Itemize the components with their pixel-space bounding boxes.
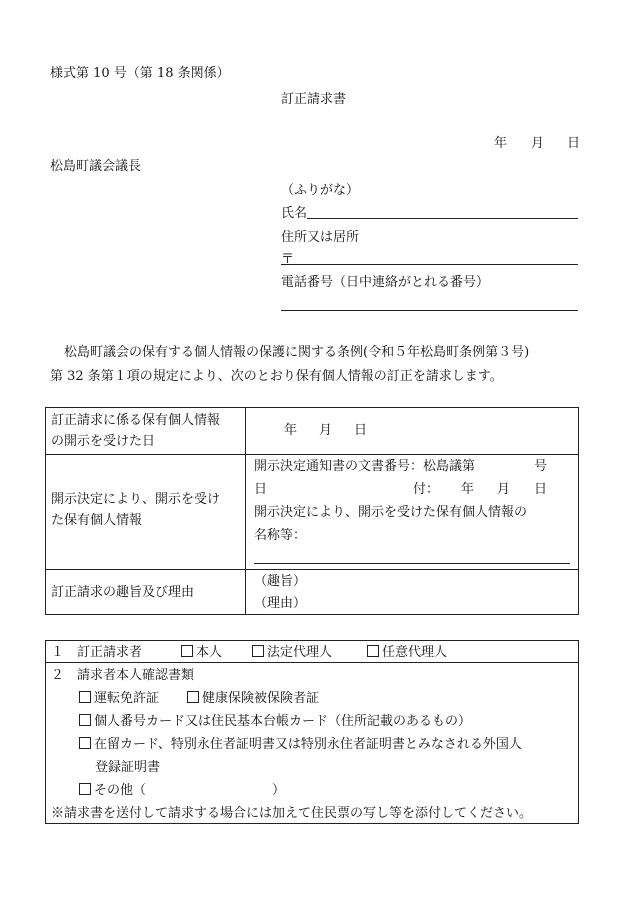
document-title: 訂正請求書: [281, 92, 347, 107]
addressee: 松島町議会議長: [50, 159, 142, 174]
table-column-divider: [245, 407, 246, 615]
doc-other[interactable]: [79, 783, 146, 799]
option-legal-label: 法定代理人: [267, 645, 333, 660]
checkbox-self[interactable]: [181, 645, 193, 657]
row1-day-label: 日: [354, 423, 368, 438]
intro-line-2: 第 32 条第１項の規定により、次のとおり保有個人情報の訂正を請求します。: [50, 369, 503, 384]
date-year-label: 年: [494, 136, 508, 151]
row2-label-line-2: た保有個人情報: [51, 513, 143, 528]
checkbox-legal-representative[interactable]: [252, 645, 264, 657]
postal-mark: 〒: [281, 252, 295, 267]
row1-month-label: 月: [319, 423, 333, 438]
address-label: 住所又は居所: [281, 230, 360, 245]
address-field[interactable]: [281, 264, 578, 265]
doc-other-close-paren: ）: [272, 783, 286, 798]
name-label: 氏名: [281, 206, 308, 221]
row2-go-label: 号: [534, 459, 548, 474]
doc-residence-label-line-2: 登録証明書: [95, 760, 161, 775]
row2-name-line-1: 開示決定により、開示を受けた保有個人情報の: [254, 505, 528, 520]
date-day-label: 日: [567, 136, 581, 151]
checkbox-voluntary-representative[interactable]: [367, 645, 379, 657]
option-legal-representative[interactable]: [252, 645, 332, 661]
row2-label-line-1: 開示決定により、開示を受け: [51, 492, 221, 507]
name-field[interactable]: [307, 218, 578, 219]
mail-submission-note: ※請求書を送付して請求する場合には加えて住民票の写し等を添付してください。: [51, 806, 533, 821]
intro-line-1: 松島町議会の保有する個人情報の保護に関する条例(令和５年松島町条例第３号): [64, 345, 530, 360]
option-self[interactable]: [181, 645, 222, 661]
row3-purpose-label: （趣旨）: [254, 574, 307, 589]
checkbox-health-insurance[interactable]: [187, 691, 199, 703]
checkbox-drivers-license[interactable]: [79, 691, 91, 703]
row2-name-field[interactable]: [254, 563, 570, 564]
row2-day-suffix: 日: [534, 482, 548, 497]
option-voluntary-representative[interactable]: [367, 645, 447, 661]
doc-mynumber-label: 個人番号カード又は住民基本台帳カード（住所記載のあるもの）: [94, 714, 472, 729]
row2-tsuke-label: 付：: [413, 482, 440, 497]
row2-month-label: 月: [497, 482, 511, 497]
row1-year-label: 年: [284, 423, 298, 438]
requester-info-divider: [45, 662, 579, 663]
doc-mynumber-card[interactable]: [79, 714, 471, 730]
doc-residence-label-line-1: 在留カード、特別永住者証明書又は特別永住者証明書とみなされる外国人: [94, 737, 522, 752]
row2-year-label: 年: [461, 482, 475, 497]
phone-label: 電話番号（日中連絡がとれる番号）: [281, 275, 490, 290]
furigana-label: （ふりがな）: [281, 183, 360, 198]
date-month-label: 月: [531, 136, 545, 151]
phone-field[interactable]: [281, 310, 578, 311]
row1-label-line-1: 訂正請求に係る保有個人情報: [51, 413, 221, 428]
requester-label: １ 訂正請求者: [51, 645, 143, 660]
row1-label-line-2: の開示を受けた日: [51, 434, 156, 449]
row2-name-line-2: 名称等：: [254, 528, 307, 543]
form-number: 様式第 10 号（第 18 条関係）: [50, 66, 230, 81]
row2-day-label: 日: [254, 482, 268, 497]
doc-other-label: その他（: [94, 783, 147, 798]
doc-health-insurance-label: 健康保険被保険者証: [202, 691, 320, 706]
option-voluntary-label: 任意代理人: [382, 645, 448, 660]
checkbox-other[interactable]: [79, 783, 91, 795]
doc-health-insurance[interactable]: [187, 691, 319, 707]
checkbox-residence-card[interactable]: [79, 737, 91, 749]
doc-residence-card[interactable]: [79, 737, 522, 753]
row2-document-number-label: 開示決定通知書の文書番号：松島議第: [254, 459, 476, 474]
option-self-label: 本人: [196, 645, 223, 660]
table-row-divider-1: [45, 454, 579, 455]
doc-drivers-license[interactable]: [79, 691, 159, 707]
row3-reason-label: （理由）: [254, 596, 307, 611]
row3-label: 訂正請求の趣旨及び理由: [51, 585, 195, 600]
doc-drivers-license-label: 運転免許証: [94, 691, 160, 706]
table-row-divider-2: [45, 569, 579, 570]
id-documents-label: ２ 請求者本人確認書類: [51, 668, 195, 683]
checkbox-mynumber-card[interactable]: [79, 714, 91, 726]
